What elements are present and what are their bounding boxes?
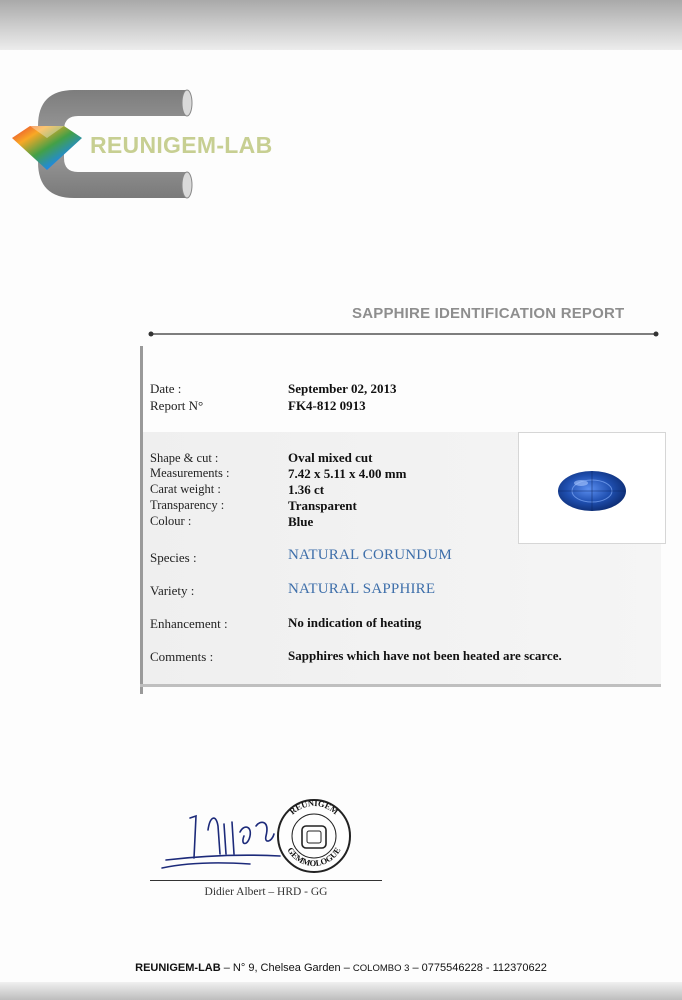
footer-street: – N° 9, Chelsea Garden –	[220, 962, 353, 974]
scan-edge-bottom	[0, 982, 682, 1000]
comments-label: Comments :	[150, 649, 214, 664]
date-label: Date :	[150, 381, 182, 396]
variety-label: Variety :	[150, 583, 195, 598]
measurements-label: Measurements :	[150, 466, 230, 480]
report-title: SAPPHIRE IDENTIFICATION REPORT	[352, 305, 625, 322]
species-value: NATURAL CORUNDUM	[288, 547, 452, 563]
enhancement-label: Enhancement :	[150, 616, 228, 631]
footer-brand: REUNIGEM-LAB	[135, 962, 221, 974]
date-value: September 02, 2013	[288, 381, 397, 396]
report-number-label: Report N°	[150, 398, 204, 413]
colour-label: Colour :	[150, 514, 192, 528]
svg-text:REUNIGEM: REUNIGEM	[287, 797, 341, 817]
footer-phones: – 0775546228 - 112370622	[409, 962, 547, 974]
logo-brand-text: REUNIGEM-LAB	[90, 132, 273, 158]
transparency-value: Transparent	[288, 498, 357, 513]
svg-text:GEMMOLOGUE: GEMMOLOGUE	[285, 845, 343, 869]
scan-edge-top	[0, 0, 682, 50]
panel-border-left	[140, 346, 143, 694]
title-rule	[148, 330, 660, 338]
enhancement-value: No indication of heating	[288, 615, 422, 630]
lab-logo	[12, 88, 312, 200]
footer-city: COLOMBO 3	[352, 963, 410, 974]
measurements-value: 7.42 x 5.11 x 4.00 mm	[288, 466, 407, 481]
footer-address	[0, 962, 682, 974]
shape-value: Oval mixed cut	[288, 450, 373, 465]
panel-border-bottom	[140, 684, 661, 687]
signer-name: Didier Albert – HRD - GG	[204, 886, 328, 898]
gem-photo	[518, 432, 666, 544]
species-label: Species :	[150, 550, 197, 565]
variety-value: NATURAL SAPPHIRE	[288, 581, 436, 597]
sapphire-gem-image	[555, 469, 629, 513]
comments-value: Sapphires which have not been heated are scarce.	[288, 648, 562, 663]
lab-stamp-icon	[278, 798, 350, 872]
signature-line	[150, 880, 382, 881]
signature-and-stamp	[160, 796, 360, 882]
transparency-label: Transparency :	[150, 498, 225, 512]
carat-label: Carat weight :	[150, 482, 221, 496]
carat-value: 1.36 ct	[288, 482, 325, 497]
report-number-value: FK4-812 0913	[288, 398, 366, 413]
handwritten-signature	[162, 816, 280, 868]
shape-label: Shape & cut :	[150, 451, 219, 465]
colour-value: Blue	[288, 514, 314, 529]
